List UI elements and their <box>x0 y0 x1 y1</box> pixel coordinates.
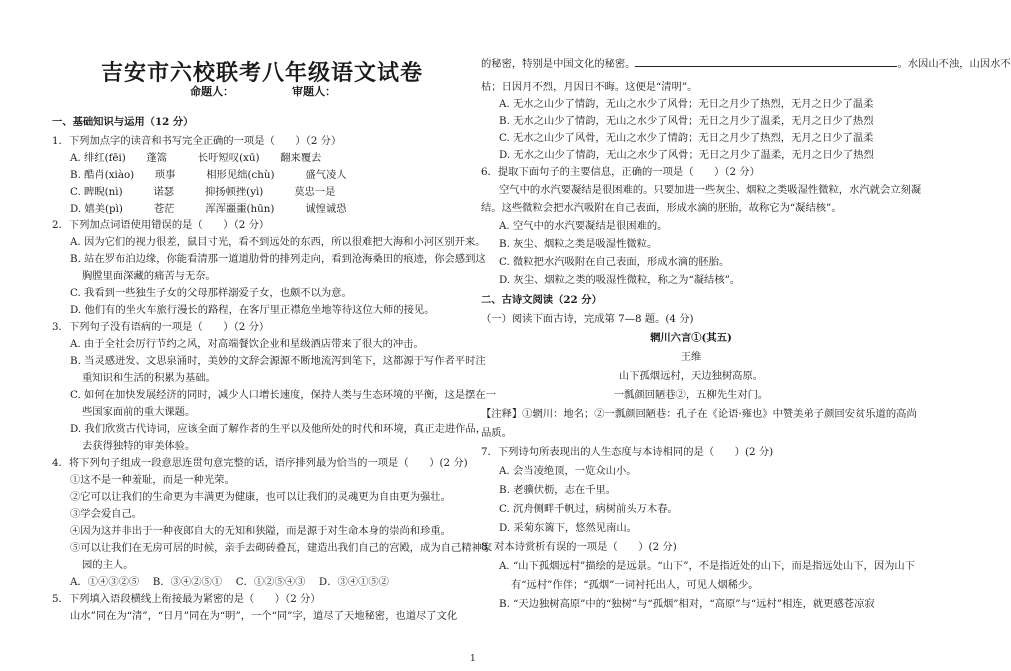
left-text-line: A．①④③②⑤ B．③④②⑤① C．①②⑤④③ D．③④①⑤② <box>70 576 389 588</box>
right-text-line: 二、古诗文阅读（22 分） <box>481 294 602 306</box>
left-text-line: 去获得独特的审美体验。 <box>82 440 196 452</box>
right-text-line: D. 采菊东篱下，悠然见南山。 <box>499 522 637 534</box>
left-text-line: 5．下列填入语段横线上衔接最为紧密的是（ ）（2 分） <box>52 593 321 605</box>
reviewer-label: 审题人： <box>292 85 336 98</box>
left-text-line: C. 如何在加快发展经济的同时，减少人口增长速度，保持人类与生态环境的平衡，这是摆在一 <box>70 389 496 401</box>
left-text-line: A. 由于全社会厉行节约之风，对高端餐饮企业和星级酒店带来了很大的冲击。 <box>70 338 424 350</box>
q5-text-after-blank: 。水因山不浊，山因水不 <box>897 58 1011 70</box>
left-text-line: ③学会爱自己。 <box>70 508 143 520</box>
left-text-line: A. 因为它们的视力很差，鼠目寸光，看不到远处的东西，所以很难把大海和小河区别开来。 <box>70 236 486 248</box>
right-text-line: 有“远村”作伴；“孤烟”一词衬托出人，可见人烟稀少。 <box>511 579 759 591</box>
left-text-line: ①这不是一种羞耻，而是一种光荣。 <box>70 474 235 486</box>
left-text-line: 1．下列加点字的读音和书写完全正确的一项是（ ）（2 分） <box>52 135 342 147</box>
right-text-line: 王维 <box>680 351 702 363</box>
right-text-line: 空气中的水汽要凝结是很困难的。只要加进一些灰尘、烟粒之类吸湿性微粒，水汽就会立刻凝 <box>499 184 922 196</box>
left-text-line: 些国家面前的重大课题。 <box>82 406 196 418</box>
right-text-line: B. 老骥伏枥，志在千里。 <box>499 484 617 496</box>
left-text-line: D. 他们有的坐火车旅行漫长的路程，在客厅里正襟危坐地等待这位大师的接见。 <box>70 304 435 316</box>
right-text-line: 品质。 <box>481 427 512 439</box>
right-text-line: 结。这些微粒会把水汽吸附在自己表面，形成水滴的胚胎，故称它为“凝结核”。 <box>481 202 842 214</box>
left-text-line: B. 酷肖(xiào) 琐事 相形见绌(chù) 盛气凌人 <box>70 169 347 181</box>
right-text-line: 一瓢颜回陋巷②，五柳先生对门。 <box>613 389 769 401</box>
left-text-line: C. 我看到一些独生子女的父母那样溺爱子女，也颇不以为意。 <box>70 287 352 299</box>
right-text-line: B. 灰尘、烟粒之类是吸湿性微粒。 <box>499 238 658 250</box>
right-text-line: A. “山下孤烟远村”描绘的是远景。“山下”，不是指近处的山下，而是指远处山下，因为山下 <box>499 560 916 572</box>
right-text-line: 7．下列诗句所表现出的人生态度与本诗相同的是（ ）(2 分) <box>481 446 774 458</box>
left-text-line: 4．将下列句子组成一段意思连贯句意完整的话，语序排列最为恰当的一项是（ ）(2 分) <box>52 457 468 469</box>
left-text-line: 3．下列句子没有语病的一项是（ ）（2 分） <box>52 321 270 333</box>
page-number: 1 <box>470 654 476 664</box>
right-text-line: B. “天边独树高原”中的“独树”与“孤烟”相对，“高原”与“远村”相连，就更感苍凉寂 <box>499 598 875 610</box>
right-text-line: （一）阅读下面古诗，完成第 7—8 题。(4 分) <box>481 313 694 325</box>
right-text-line: A. 无水之山少了情韵，无山之水少了风骨；无日之月少了热烈，无月之日少了温柔 <box>499 98 874 110</box>
left-text-line: B. 当灵感迸发、文思泉涌时，美妙的文辞会源源不断地流泻到笔下，这都源于写作者平时注 <box>70 355 486 367</box>
right-text-line: D. 灰尘、烟粒之类的吸湿性微粒，称之为“凝结核”。 <box>499 274 741 286</box>
left-text-line: 2．下列加点词语使用错误的是（ ）（2 分） <box>52 219 270 231</box>
q5-text-before-blank: 的秘密，特别是中国文化的秘密。 <box>481 58 636 70</box>
left-text-line: B. 站在罗布泊边缘，你能看清那一道道肋骨的排列走向，看到沧海桑田的痕迹，你会感到这 <box>70 253 486 265</box>
left-text-line: A. 绯红(fēi) 蓬篙 长吁短叹(xū) 翻来覆去 <box>70 152 322 164</box>
right-text-line: A. 空气中的水汽要凝结是很困难的。 <box>499 220 668 232</box>
right-text-line: C. 微粒把水汽吸附在自己表面，形成水滴的胚胎。 <box>499 256 730 268</box>
left-text-line: 园的主人。 <box>82 559 134 571</box>
exam-title: 吉安市六校联考八年级语文试卷 <box>100 60 423 86</box>
left-text-line: 重知识和生活的积累为基础。 <box>82 372 216 384</box>
right-text-line: A. 会当凌绝顶，一览众山小。 <box>499 465 637 477</box>
right-text-line: 6．提取下面句子的主要信息，正确的一项是（ ）（2 分） <box>481 166 760 178</box>
left-text-line: 山水”同在为“清”，“日月”同在为“明”，一个“同”字，道尽了天地秘密，也道尽了文化 <box>70 610 458 622</box>
q5-continuation-line <box>481 56 1011 71</box>
right-text-line: B. 无水之山少了情韵，无山之水少了风骨；无日之月少了温柔，无月之日少了热烈 <box>499 115 874 127</box>
left-text-line: C. 睥睨(nì) 诺瑟 抑扬顿挫(yì) 莫忠一是 <box>70 186 336 198</box>
right-text-line: C. 沉舟侧畔千帆过，病树前头万木春。 <box>499 503 678 515</box>
left-text-line: 一、基础知识与运用（12 分） <box>52 116 194 128</box>
right-text-line: 山下孤烟远村，天边独树高原。 <box>618 370 764 382</box>
right-text-line: D. 无水之山少了情韵，无山之水少了风骨；无日之月少了温柔，无月之日少了热烈 <box>499 149 874 161</box>
right-text-line: 【注释】①辋川：地名；②一瓢颜回陋巷：孔子在《论语·雍也》中赞美弟子颜回安贫乐道的高尚 <box>481 408 917 420</box>
right-text-line: C. 无水之山少了风骨，无山之水少了情韵；无日之月少了热烈，无月之日少了温柔 <box>499 132 874 144</box>
right-text-line: 枯；日因月不烈，月因日不晦。这便是“清明”。 <box>481 81 698 93</box>
answer-blank[interactable] <box>635 56 897 67</box>
right-text-line: 8. 对本诗赏析有误的一项是（ ）(2 分) <box>481 541 677 553</box>
left-text-line: ⑤可以让我们在无房可居的时候，亲手去砌砖叠瓦，建造出我们自己的宫殿，成为自己精神家 <box>70 542 493 554</box>
writer-label: 命题人： <box>190 85 234 98</box>
left-text-line: ②它可以让我们的生命更为丰满更为健康，也可以让我们的灵魂更为自由更为强壮。 <box>70 491 451 503</box>
left-text-line: D. 嬉美(pì) 苍茫 浑浑噩噩(hūn) 诚惶诚恐 <box>70 203 347 215</box>
left-text-line: 胸膛里面深藏的痛苦与无奈。 <box>82 270 216 282</box>
right-text-line: 辋川六言①(其五) <box>650 332 732 344</box>
left-text-line: ④因为这并非出于一种夜郎自大的无知和狭隘，而是源于对生命本身的崇尚和珍重。 <box>70 525 451 537</box>
left-text-line: D. 我们欣赏古代诗词，应该全面了解作者的生平以及他所处的时代和环境，真正走进作品， <box>70 423 487 435</box>
